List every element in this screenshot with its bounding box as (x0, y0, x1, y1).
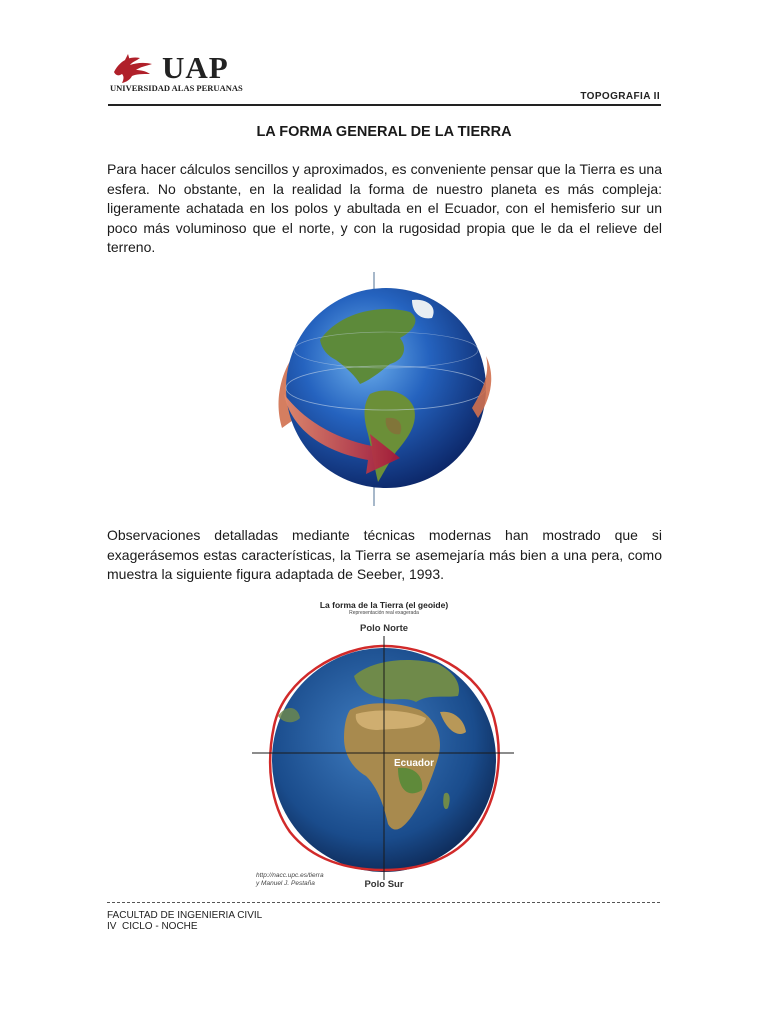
figure-subtitle: Representación real exagerada (349, 610, 419, 616)
course-name: TOPOGRAFIA II (580, 91, 660, 102)
footer (107, 910, 262, 932)
logo-subtitle: UNIVERSIDAD ALAS PERUANAS (110, 83, 243, 93)
credit-url: http://nacc.upc.es/tierra (256, 872, 324, 879)
page-title: LA FORMA GENERAL DE LA TIERRA (256, 124, 512, 140)
earth-rotation-illustration (262, 268, 506, 512)
paragraph-observations: Observaciones detalladas mediante técnicas modernas han mostrado que si exagerásemos estas características, la Tierra se asemejaría más bien a una pera, como muestra la siguiente figura adaptada de Seeber, 1993. (107, 527, 662, 583)
griffin-emblem-icon (110, 50, 158, 84)
figure-title: La forma de la Tierra (el geoide) (319, 600, 449, 610)
geoid-figure (248, 598, 520, 894)
south-pole-label: Polo Sur (364, 879, 404, 890)
university-logo (110, 50, 260, 98)
logo-text: UAP (162, 50, 229, 85)
credit-author: y Manuel J. Pestaña (256, 879, 315, 887)
north-pole-label: Polo Norte (359, 623, 409, 634)
footer-cycle: IV CICLO - NOCHE (107, 921, 198, 932)
equator-label: Ecuador (394, 758, 435, 769)
paragraph-intro: Para hacer cálculos sencillos y aproximados, es conveniente pensar que la Tierra es una esfera. No obstante, en la realidad la forma de nuestro planeta es más compleja: ligeramente achatada en los polos y abultada en el Ecuador, con el hemisferio sur un poco más voluminoso que el norte, y con la rugosidad propia que le da el relieve del terreno. (107, 161, 662, 256)
footer-faculty: FACULTAD DE INGENIERIA CIVIL (107, 910, 263, 921)
footer-divider (107, 902, 660, 903)
header-divider (108, 104, 661, 106)
